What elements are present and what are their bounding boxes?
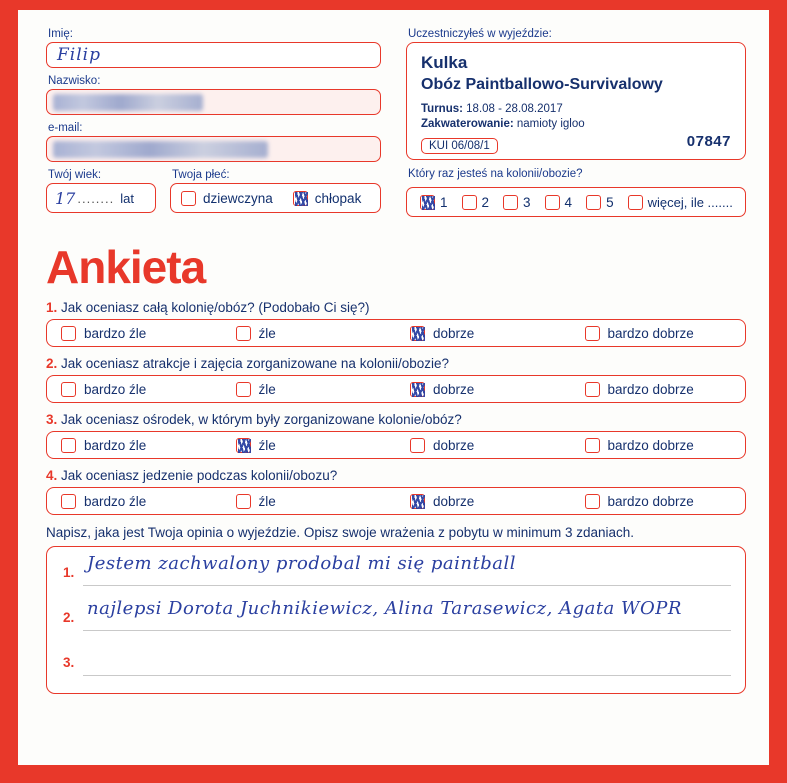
- checkbox-icon[interactable]: [585, 494, 600, 509]
- times-option-3-label: 3: [523, 194, 531, 210]
- question-3-answers: [46, 431, 746, 459]
- question-1-text: [46, 300, 746, 315]
- age-group: [46, 169, 156, 213]
- question-3-text: [46, 412, 746, 427]
- camp-column: [406, 28, 746, 217]
- checkbox-icon[interactable]: [181, 191, 196, 206]
- checkbox-icon[interactable]: [61, 438, 76, 453]
- q3-answer-3-label: dobrze: [433, 437, 475, 453]
- checkbox-icon[interactable]: [586, 195, 601, 210]
- question-4-text: [46, 468, 746, 483]
- times-option-1[interactable]: [413, 195, 455, 210]
- opinion-rule: [83, 630, 731, 631]
- camp-accommodation-label: Zakwaterowanie:: [421, 118, 514, 130]
- q2-answer-4-label: bardzo dobrze: [607, 381, 694, 397]
- checkbox-icon[interactable]: [585, 438, 600, 453]
- opinion-line-1[interactable]: [57, 555, 735, 600]
- sex-option-boy[interactable]: [283, 191, 372, 206]
- times-option-1-label: 1: [440, 194, 448, 210]
- checkbox-checked-icon[interactable]: [410, 382, 425, 397]
- camp-accommodation-value: namioty igloo: [516, 118, 585, 130]
- last-name-redacted-value: [53, 94, 203, 111]
- q3-answer-1[interactable]: [47, 438, 222, 453]
- age-sex-row: [46, 169, 381, 213]
- sex-option-boy-label: chłopak: [314, 190, 362, 206]
- q4-answer-2-label: źle: [258, 493, 276, 509]
- opinion-prompt: Napisz, jaka jest Twoja opinia o wyjeździe. Opisz swoje wrażenia z pobytu w minimum 3 zdaniach.: [46, 525, 635, 540]
- email-redacted-value: [53, 141, 268, 158]
- question-1-number: 1.: [46, 300, 58, 315]
- checkbox-checked-icon[interactable]: [236, 438, 251, 453]
- question-2-number: 2.: [46, 356, 58, 371]
- times-options: [406, 187, 746, 217]
- age-field[interactable]: [46, 183, 156, 213]
- opinion-line-2-number: 2.: [63, 610, 75, 625]
- q3-answer-2-label: źle: [258, 437, 276, 453]
- camp-turnus-label: Turnus:: [421, 103, 463, 115]
- checkbox-icon[interactable]: [236, 382, 251, 397]
- times-option-2-label: 2: [481, 194, 490, 210]
- checkbox-icon[interactable]: [545, 195, 560, 210]
- question-2: [46, 356, 746, 403]
- checkbox-icon[interactable]: [61, 494, 76, 509]
- age-label: Twój wiek:: [48, 169, 102, 181]
- sex-group: [170, 169, 381, 213]
- opinion-line-3-number: 3.: [63, 655, 75, 670]
- question-1-label: Jak oceniasz całą kolonię/obóz? (Podobało Ci się?): [61, 300, 370, 315]
- opinion-line-2[interactable]: [57, 600, 735, 645]
- question-4: [46, 468, 746, 515]
- checkbox-checked-icon[interactable]: [420, 195, 435, 210]
- email-label: e-mail:: [48, 122, 83, 134]
- checkbox-icon[interactable]: [585, 382, 600, 397]
- checkbox-icon[interactable]: [236, 326, 251, 341]
- q4-answer-1-label: bardzo źle: [84, 493, 147, 509]
- question-4-answers: [46, 487, 746, 515]
- age-dots: ........: [77, 190, 115, 206]
- checkbox-icon[interactable]: [628, 195, 643, 210]
- question-2-label: Jak oceniasz atrakcje i zajęcia zorganizowane na kolonii/obozie?: [61, 356, 450, 371]
- q2-answer-4[interactable]: [571, 382, 746, 397]
- checkbox-checked-icon[interactable]: [293, 191, 308, 206]
- personal-left-column: [46, 28, 381, 213]
- q2-answer-3[interactable]: [396, 382, 571, 397]
- question-4-number: 4.: [46, 468, 58, 483]
- checkbox-icon[interactable]: [462, 195, 477, 210]
- q4-answer-1[interactable]: [47, 494, 222, 509]
- question-2-answers: [46, 375, 746, 403]
- first-name-value: Filip: [57, 45, 101, 65]
- checkbox-icon[interactable]: [61, 382, 76, 397]
- opinion-textarea[interactable]: [46, 546, 746, 694]
- page-title: Ankieta: [46, 241, 206, 293]
- q2-answer-3-label: dobrze: [433, 381, 475, 397]
- age-value: 17: [55, 188, 76, 208]
- first-name-label: Imię:: [48, 28, 73, 40]
- q4-answer-4[interactable]: [571, 494, 746, 509]
- page-content: [46, 28, 746, 748]
- q1-answer-2-label: źle: [258, 325, 276, 341]
- q1-answer-4-label: bardzo dobrze: [607, 325, 694, 341]
- checkbox-icon[interactable]: [503, 195, 518, 210]
- personal-details-section: [46, 28, 746, 240]
- q3-answer-1-label: bardzo źle: [84, 437, 147, 453]
- question-2-text: [46, 356, 746, 371]
- question-3: [46, 412, 746, 459]
- q3-answer-4-label: bardzo dobrze: [607, 437, 694, 453]
- camp-accommodation-row: [421, 118, 731, 130]
- q1-answer-1-label: bardzo źle: [84, 325, 147, 341]
- checkbox-icon[interactable]: [61, 326, 76, 341]
- times-option-4-label: 4: [564, 194, 573, 210]
- q1-answer-1[interactable]: [47, 326, 222, 341]
- checkbox-icon[interactable]: [410, 438, 425, 453]
- q3-answer-4[interactable]: [571, 438, 746, 453]
- times-option-more[interactable]: [621, 195, 740, 210]
- times-option-4[interactable]: [538, 195, 580, 210]
- checkbox-icon[interactable]: [585, 326, 600, 341]
- camp-name: Kulka: [421, 53, 468, 72]
- camp-header-label: Uczestniczyłeś w wyjeździe:: [408, 28, 552, 40]
- opinion-rule: [83, 585, 731, 586]
- question-1-answers: [46, 319, 746, 347]
- opinion-line-1-text: Jestem zachwalony prodobal mi się paintball: [87, 553, 516, 574]
- checkbox-checked-icon[interactable]: [410, 494, 425, 509]
- opinion-line-3[interactable]: [57, 645, 735, 690]
- camp-turnus-value: 18.08 - 28.08.2017: [466, 103, 563, 115]
- q4-answer-3-label: dobrze: [433, 493, 475, 509]
- q4-answer-2[interactable]: [222, 494, 397, 509]
- q1-answer-3-label: dobrze: [433, 325, 475, 341]
- sex-options: [170, 183, 381, 213]
- q2-answer-1[interactable]: [47, 382, 222, 397]
- q2-answer-2[interactable]: [222, 382, 397, 397]
- first-name-field[interactable]: [46, 42, 381, 68]
- q1-answer-2[interactable]: [222, 326, 397, 341]
- question-1: [46, 300, 746, 347]
- sex-label: Twoja płeć:: [172, 169, 230, 181]
- question-4-label: Jak oceniasz jedzenie podczas kolonii/obozu?: [61, 468, 338, 483]
- survey-page: [18, 10, 769, 765]
- camp-turnus-row: [421, 103, 731, 115]
- checkbox-checked-icon[interactable]: [410, 326, 425, 341]
- camp-code: KUI 06/08/1: [421, 138, 498, 154]
- times-option-5[interactable]: [579, 195, 621, 210]
- last-name-label: Nazwisko:: [48, 75, 101, 87]
- opinion-rule: [83, 675, 731, 676]
- q3-answer-3[interactable]: [396, 438, 571, 453]
- times-option-more-label: więcej, ile .......: [647, 194, 733, 210]
- sex-option-girl[interactable]: [171, 191, 283, 206]
- q3-answer-2[interactable]: [222, 438, 397, 453]
- sex-option-girl-label: dziewczyna: [203, 190, 273, 206]
- opinion-line-2-text: najlepsi Dorota Juchnikiewicz, Alina Tarasewicz, Agata WOPR: [87, 598, 682, 619]
- email-field[interactable]: [46, 136, 381, 162]
- question-3-label: Jak oceniasz ośrodek, w którym były zorganizowane kolonie/obóz?: [61, 412, 462, 427]
- times-option-3[interactable]: [496, 195, 538, 210]
- camp-card: [406, 42, 746, 160]
- camp-serial-number: 07847: [686, 133, 731, 150]
- q1-answer-3[interactable]: [396, 326, 571, 341]
- last-name-field[interactable]: [46, 89, 381, 115]
- q1-answer-4[interactable]: [571, 326, 746, 341]
- times-option-2[interactable]: [455, 195, 497, 210]
- q2-answer-2-label: źle: [258, 381, 276, 397]
- times-label: Który raz jesteś na kolonii/obozie?: [408, 168, 583, 180]
- q2-answer-1-label: bardzo źle: [84, 381, 147, 397]
- q4-answer-4-label: bardzo dobrze: [607, 493, 694, 509]
- checkbox-icon[interactable]: [236, 494, 251, 509]
- camp-subtitle: Obóz Paintballowo-Survivalowy: [421, 76, 663, 93]
- q4-answer-3[interactable]: [396, 494, 571, 509]
- times-option-5-label: 5: [606, 194, 614, 210]
- question-3-number: 3.: [46, 412, 58, 427]
- opinion-line-1-number: 1.: [63, 565, 75, 580]
- age-unit: lat: [120, 190, 134, 206]
